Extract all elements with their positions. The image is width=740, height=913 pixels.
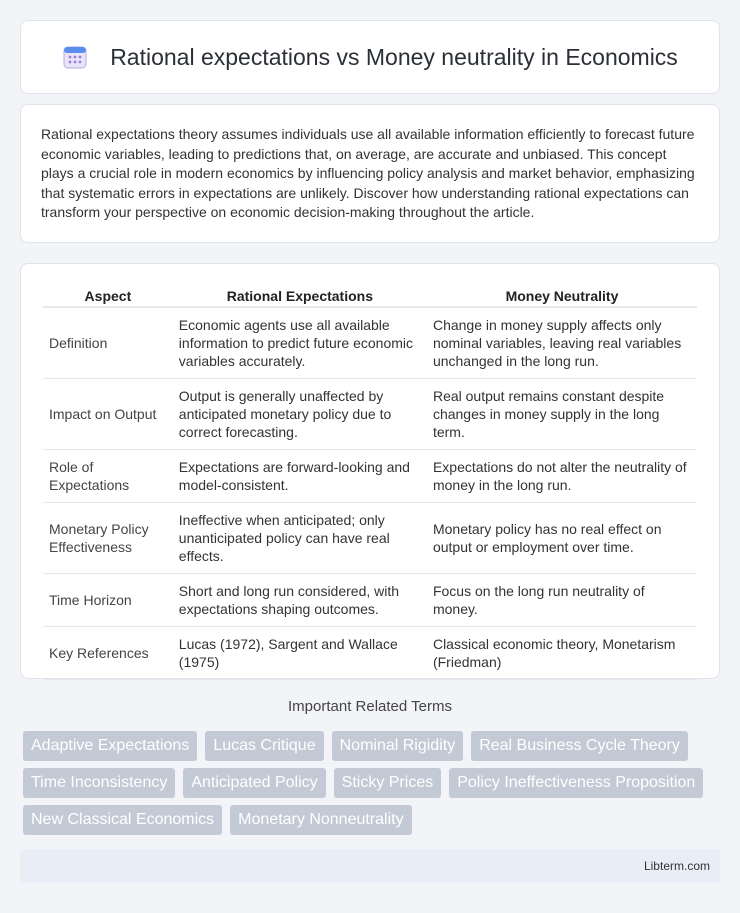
row-aspect: Time Horizon xyxy=(43,574,173,627)
tag-sticky-prices[interactable]: Sticky Prices xyxy=(334,768,442,798)
table-row xyxy=(43,574,697,627)
table-row xyxy=(43,450,697,503)
row-aspect: Role of Expectations xyxy=(43,450,173,503)
footer xyxy=(20,849,720,883)
header-rational-expectations: Rational Expectations xyxy=(173,284,427,308)
row-rational: Ineffective when anticipated; only unanticipated policy can have real effects. xyxy=(173,503,427,574)
tag-adaptive-expectations[interactable]: Adaptive Expectations xyxy=(23,731,197,761)
row-rational: Lucas (1972), Sargent and Wallace (1975) xyxy=(173,627,427,680)
row-neutrality: Classical economic theory, Monetarism (Friedman) xyxy=(427,627,697,680)
tag-policy-ineffectiveness-proposition[interactable]: Policy Ineffectiveness Proposition xyxy=(449,768,703,798)
row-rational: Output is generally unaffected by anticipated monetary policy due to correct forecasting. xyxy=(173,379,427,450)
tag-lucas-critique[interactable]: Lucas Critique xyxy=(205,731,323,761)
intro-card xyxy=(20,104,720,243)
table-row xyxy=(43,308,697,379)
tag-nominal-rigidity[interactable]: Nominal Rigidity xyxy=(332,731,464,761)
row-rational: Expectations are forward-looking and model-consistent. xyxy=(173,450,427,503)
page-title: Rational expectations vs Money neutrality in Economics xyxy=(110,43,678,70)
intro-text: Rational expectations theory assumes individuals use all available information efficiently to forecast future economic variables, leading to predictions that, on average, are accurate and unbiased. This concept plays a crucial role in modern economics by influencing policy analysis and market behavior, emphasizing that systematic errors in expectations are unlikely. Discover how understanding rational expectations can transform your perspective on economic decision-making throughout the article. xyxy=(41,126,695,220)
tag-real-business-cycle-theory[interactable]: Real Business Cycle Theory xyxy=(471,731,688,761)
related-terms-list xyxy=(23,731,723,835)
tag-time-inconsistency[interactable]: Time Inconsistency xyxy=(23,768,175,798)
row-aspect: Definition xyxy=(43,308,173,379)
row-neutrality: Real output remains constant despite changes in money supply in the long term. xyxy=(427,379,697,450)
tag-anticipated-policy[interactable]: Anticipated Policy xyxy=(183,768,325,798)
row-aspect: Key References xyxy=(43,627,173,680)
table-header-row xyxy=(43,284,697,308)
header-aspect: Aspect xyxy=(43,284,173,308)
row-rational: Economic agents use all available information to predict future economic variables accurately. xyxy=(173,308,427,379)
row-aspect: Monetary Policy Effectiveness xyxy=(43,503,173,574)
row-neutrality: Monetary policy has no real effect on output or employment over time. xyxy=(427,503,697,574)
row-neutrality: Change in money supply affects only nominal variables, leaving real variables unchanged in the long run. xyxy=(427,308,697,379)
comparison-table-card xyxy=(20,263,720,679)
tag-monetary-nonneutrality[interactable]: Monetary Nonneutrality xyxy=(230,805,411,835)
footer-brand[interactable]: Libterm.com xyxy=(643,859,710,873)
table-row xyxy=(43,627,697,680)
calendar-icon xyxy=(62,44,88,70)
row-aspect: Impact on Output xyxy=(43,379,173,450)
header-money-neutrality: Money Neutrality xyxy=(427,284,697,308)
row-neutrality: Expectations do not alter the neutrality of money in the long run. xyxy=(427,450,697,503)
table-row xyxy=(43,503,697,574)
row-rational: Short and long run considered, with expectations shaping outcomes. xyxy=(173,574,427,627)
header-card xyxy=(20,20,720,94)
related-terms-title: Important Related Terms xyxy=(288,698,452,715)
tag-new-classical-economics[interactable]: New Classical Economics xyxy=(23,805,222,835)
row-neutrality: Focus on the long run neutrality of money. xyxy=(427,574,697,627)
comparison-table xyxy=(43,284,697,680)
table-row xyxy=(43,379,697,450)
